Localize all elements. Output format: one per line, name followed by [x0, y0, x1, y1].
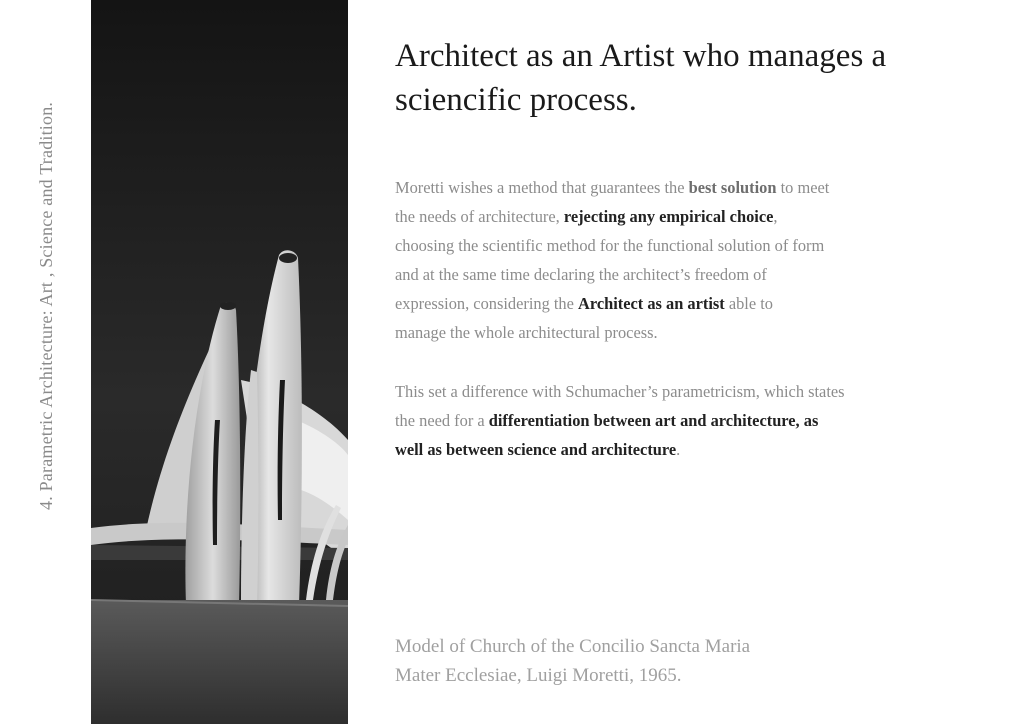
p2-text: the need for a — [395, 411, 489, 430]
caption-line-2: Mater Ecclesiae, Luigi Moretti, 1965. — [395, 665, 682, 686]
emphasis-best-solution: best solution — [688, 178, 777, 197]
p1-line-4: and at the same time declaring the architect’s freedom of — [395, 265, 767, 284]
side-title-container — [30, 40, 62, 510]
p1-text: the needs of architecture, — [395, 207, 564, 226]
paragraph-moretti — [395, 173, 915, 347]
p2-line-2 — [395, 406, 915, 435]
emphasis-differentiation: differentiation between art and architecture, as — [488, 411, 819, 430]
section-title-vertical: 4. Parametric Architecture: Art , Science and Tradition. — [36, 101, 56, 510]
p1-line-6: manage the whole architectural process. — [395, 323, 658, 342]
p1-line-2 — [395, 202, 915, 231]
p1-text: able to — [724, 294, 773, 313]
heading-line-2: sciencific process. — [395, 82, 637, 118]
p1-text: Moretti wishes a method that guarantees the — [395, 178, 689, 197]
paragraph-schumacher — [395, 377, 915, 464]
church-model-photo — [91, 0, 348, 724]
photo-caption — [395, 632, 915, 690]
caption-line-1: Model of Church of the Concilio Sancta Maria — [395, 636, 751, 657]
p1-line-3: choosing the scientific method for the functional solution of form — [395, 236, 825, 255]
emphasis-architect-artist: Architect as an artist — [578, 294, 725, 313]
emphasis-rejecting-choice: rejecting any empirical choice — [563, 207, 774, 226]
p2-line-1: This set a difference with Schumacher’s parametricism, which states — [395, 382, 845, 401]
p2-text: . — [676, 440, 681, 459]
slide-heading — [395, 34, 995, 122]
heading-line-1: Architect as an Artist who manages a — [395, 38, 887, 74]
p1-line-5 — [395, 289, 915, 318]
p2-line-3 — [395, 435, 915, 464]
p1-text: expression, considering the — [395, 294, 578, 313]
emphasis-science-architecture: well as between science and architecture — [395, 440, 677, 459]
p1-text: , — [773, 207, 778, 226]
p1-text: to meet — [776, 178, 830, 197]
p1-line-1 — [395, 173, 915, 202]
